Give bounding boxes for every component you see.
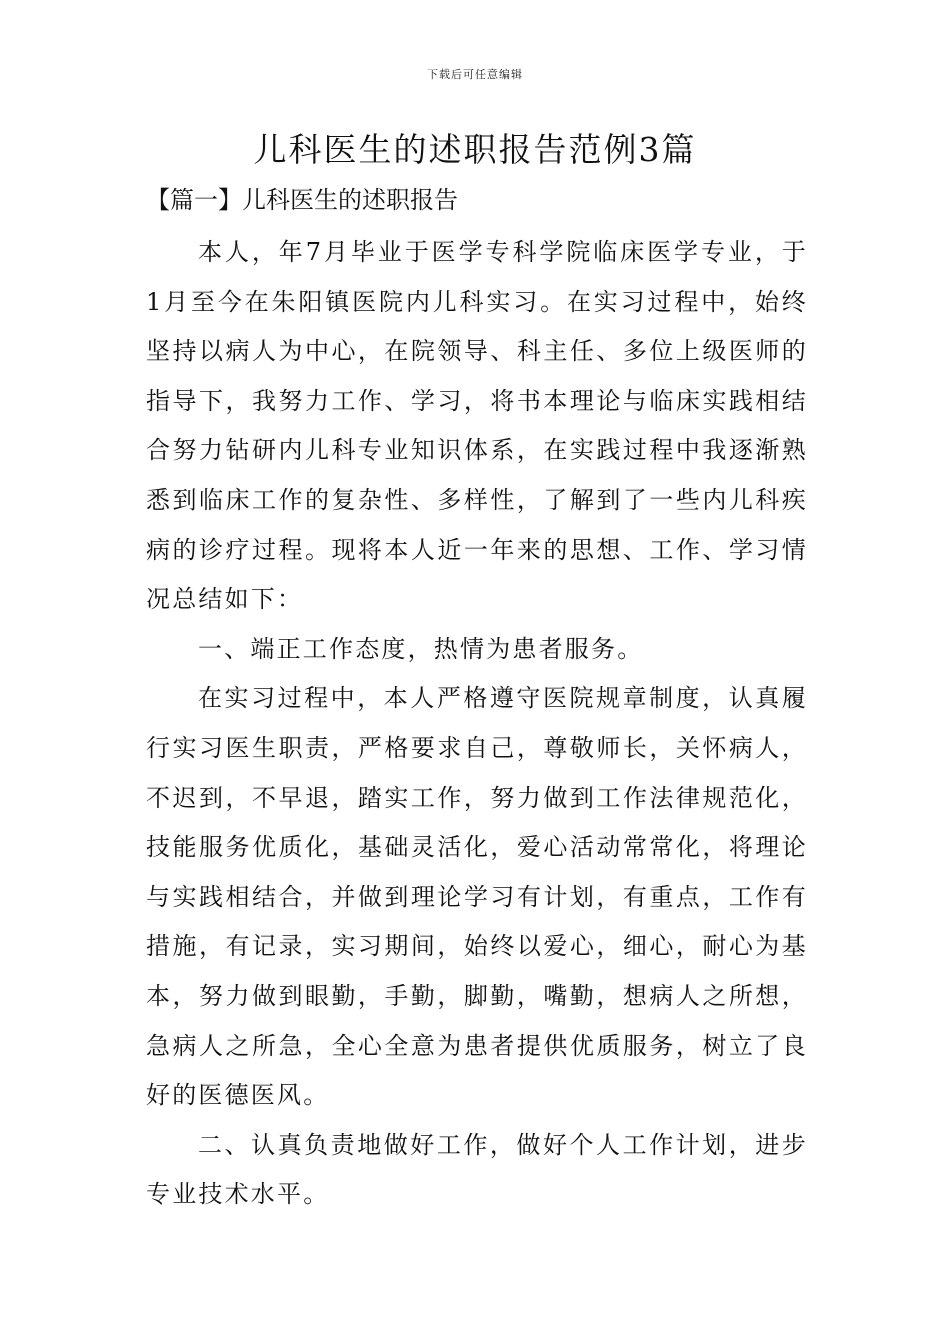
paragraph-point-one-heading: 一、端正工作态度，热情为患者服务。 [198, 634, 644, 663]
section-heading: 【篇一】儿科医生的述职报告 [146, 186, 458, 214]
paragraph-intro: 本人，年7月毕业于医学专科学院临床医学专业，于1月至今在朱阳镇医院内儿科实习。在实习过程中，始终坚持以病人为中心，在院领导、科主任、多位上级医师的指导下，我努力工作、学习，将书本理论与临床实践相结合努力钻研内儿科专业知识体系，在实践过程中我逐渐熟悉到临床工作的复杂性、多样性，了解到了一些内儿科疾病的诊疗过程。现将本人近一年来的思想、工作、学习情况总结如下： [146, 238, 808, 614]
body-text [146, 228, 808, 1220]
paragraph-point-one-body: 在实习过程中，本人严格遵守医院规章制度，认真履行实习医生职责，严格要求自己，尊敬师长，关怀病人，不迟到，不早退，踏实工作，努力做到工作法律规范化，技能服务优质化，基础灵活化，爱心活动常常化，将理论与实践相结合，并做到理论学习有计划，有重点，工作有措施，有记录，实习期间，始终以爱心，细心，耐心为基本，努力做到眼勤，手勤，脚勤，嘴勤，想病人之所想，急病人之所急，全心全意为患者提供优质服务，树立了良好的医德医风。 [146, 684, 808, 1110]
paragraph-point-two-heading: 二、认真负责地做好工作，做好个人工作计划，进步专业技术水平。 [146, 1130, 808, 1209]
document-title: 儿科医生的述职报告范例3篇 [253, 130, 697, 169]
header-note: 下载后可任意编辑 [427, 68, 523, 81]
